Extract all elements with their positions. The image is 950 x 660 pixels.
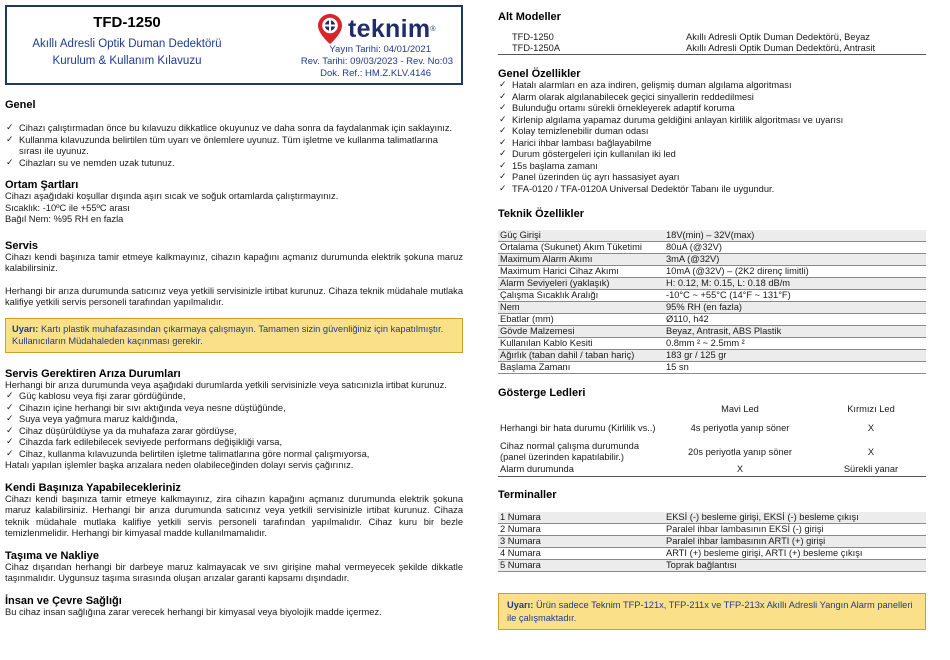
servis-paragraph-2: Herhangi bir arıza durumunda satıcınız veya yetkili servisinizle irtibat kurunuz. Cihaza teknik müdahale mutlaka kalifiye yetkili servis personeli tarafından yapılmalıdır.	[5, 285, 463, 307]
model-description: Akıllı Adresli Optik Duman Dedektörü, Antrasit	[686, 43, 876, 53]
section-heading-servis-ariza: Servis Gerektiren Arıza Durumları	[5, 367, 181, 380]
terminal-function: Paralel ihbar lambasının EKSİ (-) girişi	[664, 524, 926, 536]
tech-specs-table	[498, 230, 926, 374]
red-led-behavior: Sürekli yanar	[843, 464, 899, 475]
section-heading-ledler: Gösterge Ledleri	[498, 387, 586, 399]
table-row	[498, 314, 926, 326]
table-row	[498, 524, 926, 536]
warning-box	[5, 318, 463, 353]
document-subtitle-2: Kurulum & Kullanım Kılavuzu	[52, 55, 202, 67]
terminal-number: 5 Numara	[498, 560, 664, 572]
list-item: ✓ Suya veya yağmura maruz kaldığında,	[5, 414, 463, 426]
document-reference: Dok. Ref.: HM.Z.KLV.4146	[320, 68, 431, 79]
spec-name: Nem	[498, 302, 664, 314]
spec-value: 183 gr / 125 gr	[664, 350, 926, 362]
genel-list	[5, 123, 463, 169]
list-item: ✓ TFA-0120 / TFA-0120A Universal Dedektör Tabanı ile uygundur.	[498, 184, 926, 196]
ortam-temperature: Sıcaklık: -10ºC ile +55ºC arası	[5, 202, 130, 213]
revision-info: Rev. Tarihi: 09/03/2023 - Rev. No:03	[300, 56, 453, 67]
location-pin-logo-icon	[317, 13, 343, 45]
list-item: ✓ Alarm olarak algılanabilecek geçici sinyallerin reddedilmesi	[498, 92, 926, 104]
section-heading-genel: Genel	[5, 99, 36, 111]
left-column	[5, 5, 463, 618]
table-row	[498, 302, 926, 314]
blue-led-behavior: 4s periyotla yanıp söner	[690, 422, 790, 433]
spec-value: 18V(min) – 32V(max)	[664, 230, 926, 242]
document-subtitle: Akıllı Adresli Optik Duman Dedektörü	[32, 38, 222, 50]
terminal-function: ARTI (+) besleme girişi, ARTI (+) besleme çıkışı	[664, 548, 926, 560]
spec-name: Ağırlık (taban dahil / taban hariç)	[498, 350, 664, 362]
warning-text: Ürün sadece Teknim TFP-121x, TFP-211x ve TFP-213x Akıllı Adresli Yangın Alarm panelleri ile çalışmaktadır.	[507, 600, 913, 623]
spec-value: 10mA (@32V) – (2K2 direnç limitli)	[664, 266, 926, 278]
list-item: ✓ Cihazın içine herhangi bir sıvı aktığında veya nesne düştüğünde,	[5, 403, 463, 415]
teknim-logo	[317, 12, 436, 46]
spec-value: 15 sn	[664, 362, 926, 374]
section-heading-genel-ozellikler: Genel Özellikler	[498, 68, 581, 80]
table-row	[498, 350, 926, 362]
table-row	[498, 290, 926, 302]
table-row	[498, 512, 926, 524]
table-row	[498, 266, 926, 278]
terminal-function: EKSİ (-) besleme girişi, EKSİ (-) besleme çıkışı	[664, 512, 926, 524]
blue-led-behavior: X	[736, 464, 744, 475]
features-list	[498, 80, 926, 195]
brand-name: teknim	[348, 14, 431, 43]
spec-value: H: 0.12, M: 0.15, L: 0.18 dB/m	[664, 278, 926, 290]
spec-name: Gövde Malzemesi	[498, 326, 664, 338]
table-row	[498, 464, 926, 476]
spec-value: 3mA (@32V)	[664, 254, 926, 266]
table-row	[498, 362, 926, 374]
spec-name: Maximum Alarm Akımı	[498, 254, 664, 266]
section-heading-servis: Servis	[5, 239, 39, 252]
terminal-number: 3 Numara	[498, 536, 664, 548]
list-item: ✓ Cihaz düşürüldüyse ya da muhafaza zarar gördüyse,	[5, 426, 463, 438]
led-state: Alarm durumunda	[500, 464, 574, 475]
section-heading-ortam: Ortam Şartları	[5, 179, 79, 191]
model-code: TFD-1250A	[512, 43, 561, 53]
warning-text: Kartı plastik muhafazasından çıkarmaya çalışmayın. Tamamen sizin güvenliğiniz için kapatılmıştır. Kullanıcıların Müdahaleden kaçınması gerekir.	[12, 323, 444, 346]
table-row	[498, 242, 926, 254]
terminal-number: 1 Numara	[498, 512, 664, 524]
spec-name: Güç Girişi	[498, 230, 664, 242]
table-row	[498, 43, 926, 55]
warning-label: Uyarı:	[12, 323, 39, 334]
col-header-red-led: Kırmızı Led	[847, 403, 895, 414]
terminal-number: 2 Numara	[498, 524, 664, 536]
right-column	[498, 5, 926, 630]
terminal-function: Toprak bağlantısı	[664, 560, 926, 572]
table-row	[498, 278, 926, 290]
list-item: ✓ Kolay temizlenebilir duman odası	[498, 126, 926, 138]
list-item: ✓ Cihazı çalıştırmadan önce bu kılavuzu dikkatlice okuyunuz ve daha sonra da faydalanmak için saklayınız.	[5, 123, 463, 135]
table-row	[498, 32, 926, 43]
list-item: ✓ Cihaz, kullanma kılavuzunda belirtilen işletme talimatlarına göre normal çalışmıyorsa,	[5, 449, 463, 461]
ortam-line: Cihazı aşağıdaki koşullar dışında aşırı sıcak ve soğuk ortamlarda çalıştırmayınız.	[5, 191, 339, 201]
table-row	[498, 440, 926, 464]
compatibility-warning-box	[498, 593, 926, 630]
table-row	[498, 254, 926, 266]
list-item: ✓ Cihazda fark edilebilecek seviyede performans değişikliği varsa,	[5, 437, 463, 449]
section-heading-kendi: Kendi Başınıza Yapabilecekleriniz	[5, 481, 181, 494]
spec-name: Ortalama (Sukunet) Akım Tüketimi	[498, 242, 664, 254]
spec-name: Ebatlar (mm)	[498, 314, 664, 326]
section-heading-tasima: Taşıma ve Nakliye	[5, 549, 99, 562]
blue-led-behavior: 20s periyotla yanıp söner	[688, 446, 792, 457]
table-row	[498, 230, 926, 242]
col-header-blue-led: Mavi Led	[721, 403, 759, 414]
table-row	[498, 416, 926, 440]
spec-name: Maximum Harici Cihaz Akımı	[498, 266, 664, 278]
list-item: ✓ Güç kablosu veya fişi zarar gördüğünde,	[5, 391, 463, 403]
list-item: ✓ Cihazları su ve nemden uzak tutunuz.	[5, 158, 463, 170]
spec-name: Çalışma Sıcaklık Aralığı	[498, 290, 664, 302]
spec-value: Beyaz, Antrasit, ABS Plastik	[664, 326, 926, 338]
ortam-humidity: Bağıl Nem: %95 RH en fazla	[5, 214, 124, 224]
warning-label: Uyarı:	[507, 600, 534, 610]
servis-paragraph: Cihazı kendi başınıza tamir etmeye kalkmayınız, cihazın kapağını açmanız durumunda elektrik şokuna maruz kalabilirsiniz.	[5, 251, 463, 273]
terminal-function: Paralel ihbar lambasının ARTI (+) girişi	[664, 536, 926, 548]
servis-ariza-intro: Herhangi bir arıza durumunda veya aşağıdaki durumlarda yetkili servisinizle veya satıcınızla irtibat kurunuz.	[5, 379, 447, 390]
sub-models-table	[498, 32, 926, 55]
table-row	[498, 338, 926, 350]
document-header	[5, 5, 463, 85]
registered-mark: ®	[430, 25, 436, 33]
spec-value: -10°C ~ +55°C (14°F ~ 131°F)	[664, 290, 926, 302]
kendi-paragraph: Cihazı kendi başınıza tamir etmeye kalkmayınız, zira cihazın kapağını açmanız durumunda elektrik şokuna maruz kalabilirsiniz. Herhangi bir arıza durumunda satıcınız veya yetkili servisinizle irtibat kurunuz. Cihaza teknik müdahale mutlaka kalifiye yetkili servis personeli tarafından yapılmalıdır. Cihaz kuru bir bezle temizlenmelidir. Herhangi bir kimyasal madde kullanılmamalıdır.	[5, 493, 463, 538]
terminal-number: 4 Numara	[498, 548, 664, 560]
list-item: ✓ Harici ihbar lambası bağlayabilme	[498, 138, 926, 150]
terminals-table	[498, 512, 926, 573]
model-code: TFD-1250	[512, 32, 554, 42]
section-heading-teknik: Teknik Özellikler	[498, 208, 585, 220]
table-row	[498, 326, 926, 338]
red-led-behavior: X	[867, 446, 875, 457]
list-item: ✓ Kullanma kılavuzunda belirtilen tüm uyarı ve önlemlere uyunuz. Tüm işletme ve kullanma talimatlarına sırası ile uyunuz.	[5, 135, 463, 158]
spec-value: 95% RH (en fazla)	[664, 302, 926, 314]
list-item: ✓ Kirlenip algılama yapamaz duruma geldiğini anlayan kirlilik algoritması ve uyarısı	[498, 115, 926, 127]
spec-value: 80uA (@32V)	[664, 242, 926, 254]
spec-value: Ø110, h42	[664, 314, 926, 326]
table-header-row	[498, 402, 926, 416]
servis-ariza-outro: Hatalı yapılan işlemler başka arızalara neden olabileceğinden dolayı servis çağırınız.	[5, 460, 354, 470]
model-description: Akıllı Adresli Optik Duman Dedektörü, Beyaz	[686, 32, 870, 42]
section-heading-terminaller: Terminaller	[498, 488, 557, 501]
list-item: ✓ Hatalı alarmları en aza indiren, gelişmiş duman algılama algoritması	[498, 80, 926, 92]
document-title: TFD-1250	[93, 14, 161, 31]
led-state: Herhangi bir hata durumu (Kirlilik vs..)	[500, 422, 656, 433]
list-item: ✓ 15s başlama zamanı	[498, 161, 926, 173]
publish-date: Yayın Tarihi: 04/01/2021	[329, 44, 431, 55]
led-state: Cihaz normal çalışma durumunda (panel üzerinden kapatılabilir.)	[500, 441, 639, 462]
spec-value: 0.8mm ² ~ 2.5mm ²	[664, 338, 926, 350]
table-row	[498, 536, 926, 548]
red-led-behavior: X	[867, 422, 875, 433]
table-row	[498, 548, 926, 560]
section-heading-alt-modeller: Alt Modeller	[498, 11, 561, 23]
led-indicator-table	[498, 402, 926, 477]
spec-name: Alarm Seviyeleri (yaklaşık)	[498, 278, 664, 290]
section-heading-insan: İnsan ve Çevre Sağlığı	[5, 594, 122, 607]
list-item: ✓ Bulunduğu ortamı sürekli örnekleyerek adaptif koruma	[498, 103, 926, 115]
servis-ariza-list	[5, 391, 463, 460]
spec-name: Başlama Zamanı	[498, 362, 664, 374]
list-item: ✓ Durum göstergeleri için kullanılan iki led	[498, 149, 926, 161]
list-item: ✓ Panel üzerinden üç ayrı hassasiyet ayarı	[498, 172, 926, 184]
spec-name: Kullanılan Kablo Kesiti	[498, 338, 664, 350]
table-row	[498, 560, 926, 572]
tasima-paragraph: Cihaz dışarıdan herhangi bir darbeye maruz kalmayacak ve sıvı girişine mahal vermeyecek şekilde dikkatle taşınmalıdır. Uygunsuz taşıma sırasında oluşan arızalar garanti kapsamı dışındadır.	[5, 561, 463, 583]
insan-paragraph: Bu cihaz insan sağlığına zarar verecek herhangi bir kimyasal veya biyolojik madde içermez.	[5, 606, 382, 617]
